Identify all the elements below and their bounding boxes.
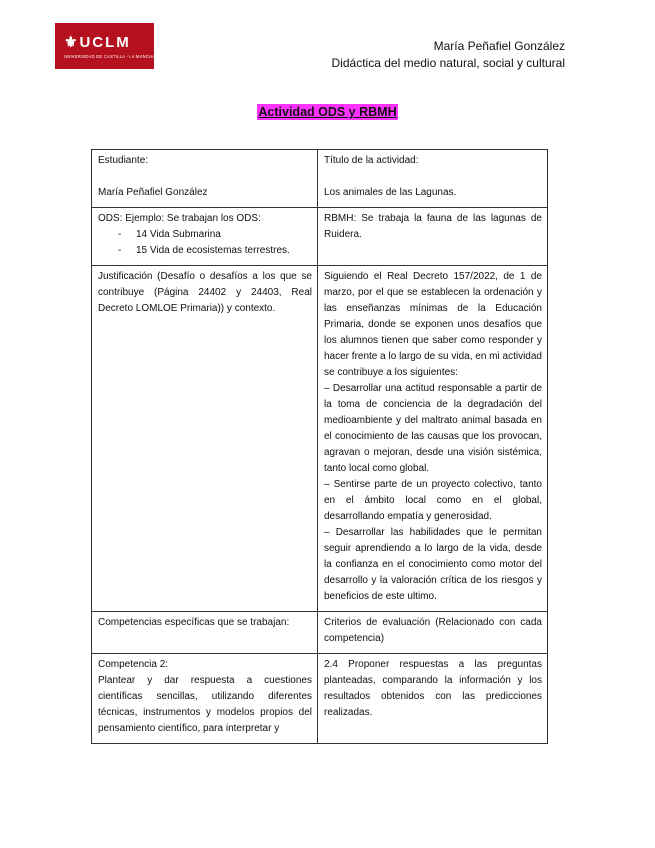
justification-paragraph: – Sentirse parte de un proyecto colectivo, tanto en el ámbito local como en el global, desarrollando empatía y generosidad.: [324, 479, 542, 522]
ods-cell: [92, 208, 318, 266]
criterios-header-cell: [318, 612, 548, 654]
justification-paragraph: – Desarrollar una actitud responsable a partir de la toma de conciencia de la degradación del medioambiente y del maltrato animal basada en el conocimiento de las causas que los provocan, agravan o mejoran, desde una visión sistémica, tanto local como global.: [324, 383, 542, 474]
table-row: [92, 208, 548, 266]
ods-label: ODS: Ejemplo: Se trabajan los ODS:: [98, 213, 261, 224]
author-name: María Peñafiel González: [433, 39, 565, 53]
document-header: [332, 38, 565, 72]
student-cell: [92, 150, 318, 208]
student-name: María Peñafiel González: [98, 187, 208, 198]
student-label: Estudiante:: [98, 155, 149, 166]
competencias-label: Competencias específicas que se trabajan:: [98, 617, 290, 628]
logo-subtitle: UNIVERSIDAD DE CASTILLA - LA MANCHA: [64, 54, 156, 59]
justification-label: Justificación (Desafío o desafíos a los que se contribuye (Página 24402 y 24403, Real Decreto LOMLOE Primaria)) y contexto.: [98, 271, 312, 314]
table-row: [92, 150, 548, 208]
activity-label: Título de la actividad:: [324, 155, 419, 166]
justification-cell: [318, 266, 548, 612]
competencia-title: Competencia 2:: [98, 659, 169, 670]
table-row: [92, 266, 548, 612]
document-title: Actividad ODS y RBMH: [258, 105, 397, 119]
activity-title: Los animales de las Lagunas.: [324, 187, 457, 198]
table-row: [92, 612, 548, 654]
criterios-label: Criterios de evaluación (Relacionado con cada competencia): [324, 617, 542, 644]
rbmh-cell: [318, 208, 548, 266]
activity-cell: [318, 150, 548, 208]
criterio-text: 2.4 Proponer respuestas a las preguntas planteadas, comparando la información y los resultados obtenidos con las predicciones realizadas.: [324, 659, 542, 718]
justification-label-cell: [92, 266, 318, 612]
list-item: - 14 Vida Submarina: [98, 227, 312, 243]
justification-paragraph: Siguiendo el Real Decreto 157/2022, de 1 de marzo, por el que se establecen la ordenación y las enseñanzas mínimas de la Educación Primaria, donde se exponen unos desafíos que los alumnos tienen que saber como responder y hacer frente a lo largo de su vida, en mi actividad se contribuye a los siguientes:: [324, 271, 542, 378]
competencia-text: Plantear y dar respuesta a cuestiones científicas sencillas, utilizando diferentes técnicas, instrumentos y modelos propios del pensamiento científico, para interpretar y: [98, 675, 312, 734]
ods-list: [98, 227, 312, 259]
course-name: Didáctica del medio natural, social y cultural: [331, 56, 565, 70]
title-container: [0, 103, 655, 121]
criterio-cell: [318, 654, 548, 744]
activity-table: [91, 149, 548, 744]
competencias-header-cell: [92, 612, 318, 654]
rbmh-text: RBMH: Se trabaja la fauna de las lagunas de Ruidera.: [324, 213, 542, 240]
logo-mark: ⚜UCLM: [64, 34, 131, 51]
justification-paragraph: – Desarrollar las habilidades que le permitan seguir aprendiendo a lo largo de la vida, desde la confianza en el conocimiento como motor del desarrollo y la valoración crítica de los riesgos y beneficios de este ultimo.: [324, 527, 542, 602]
competencia-cell: [92, 654, 318, 744]
list-item: - 15 Vida de ecosistemas terrestres.: [98, 243, 312, 259]
table-row: [92, 654, 548, 744]
uclm-logo: [55, 23, 154, 69]
